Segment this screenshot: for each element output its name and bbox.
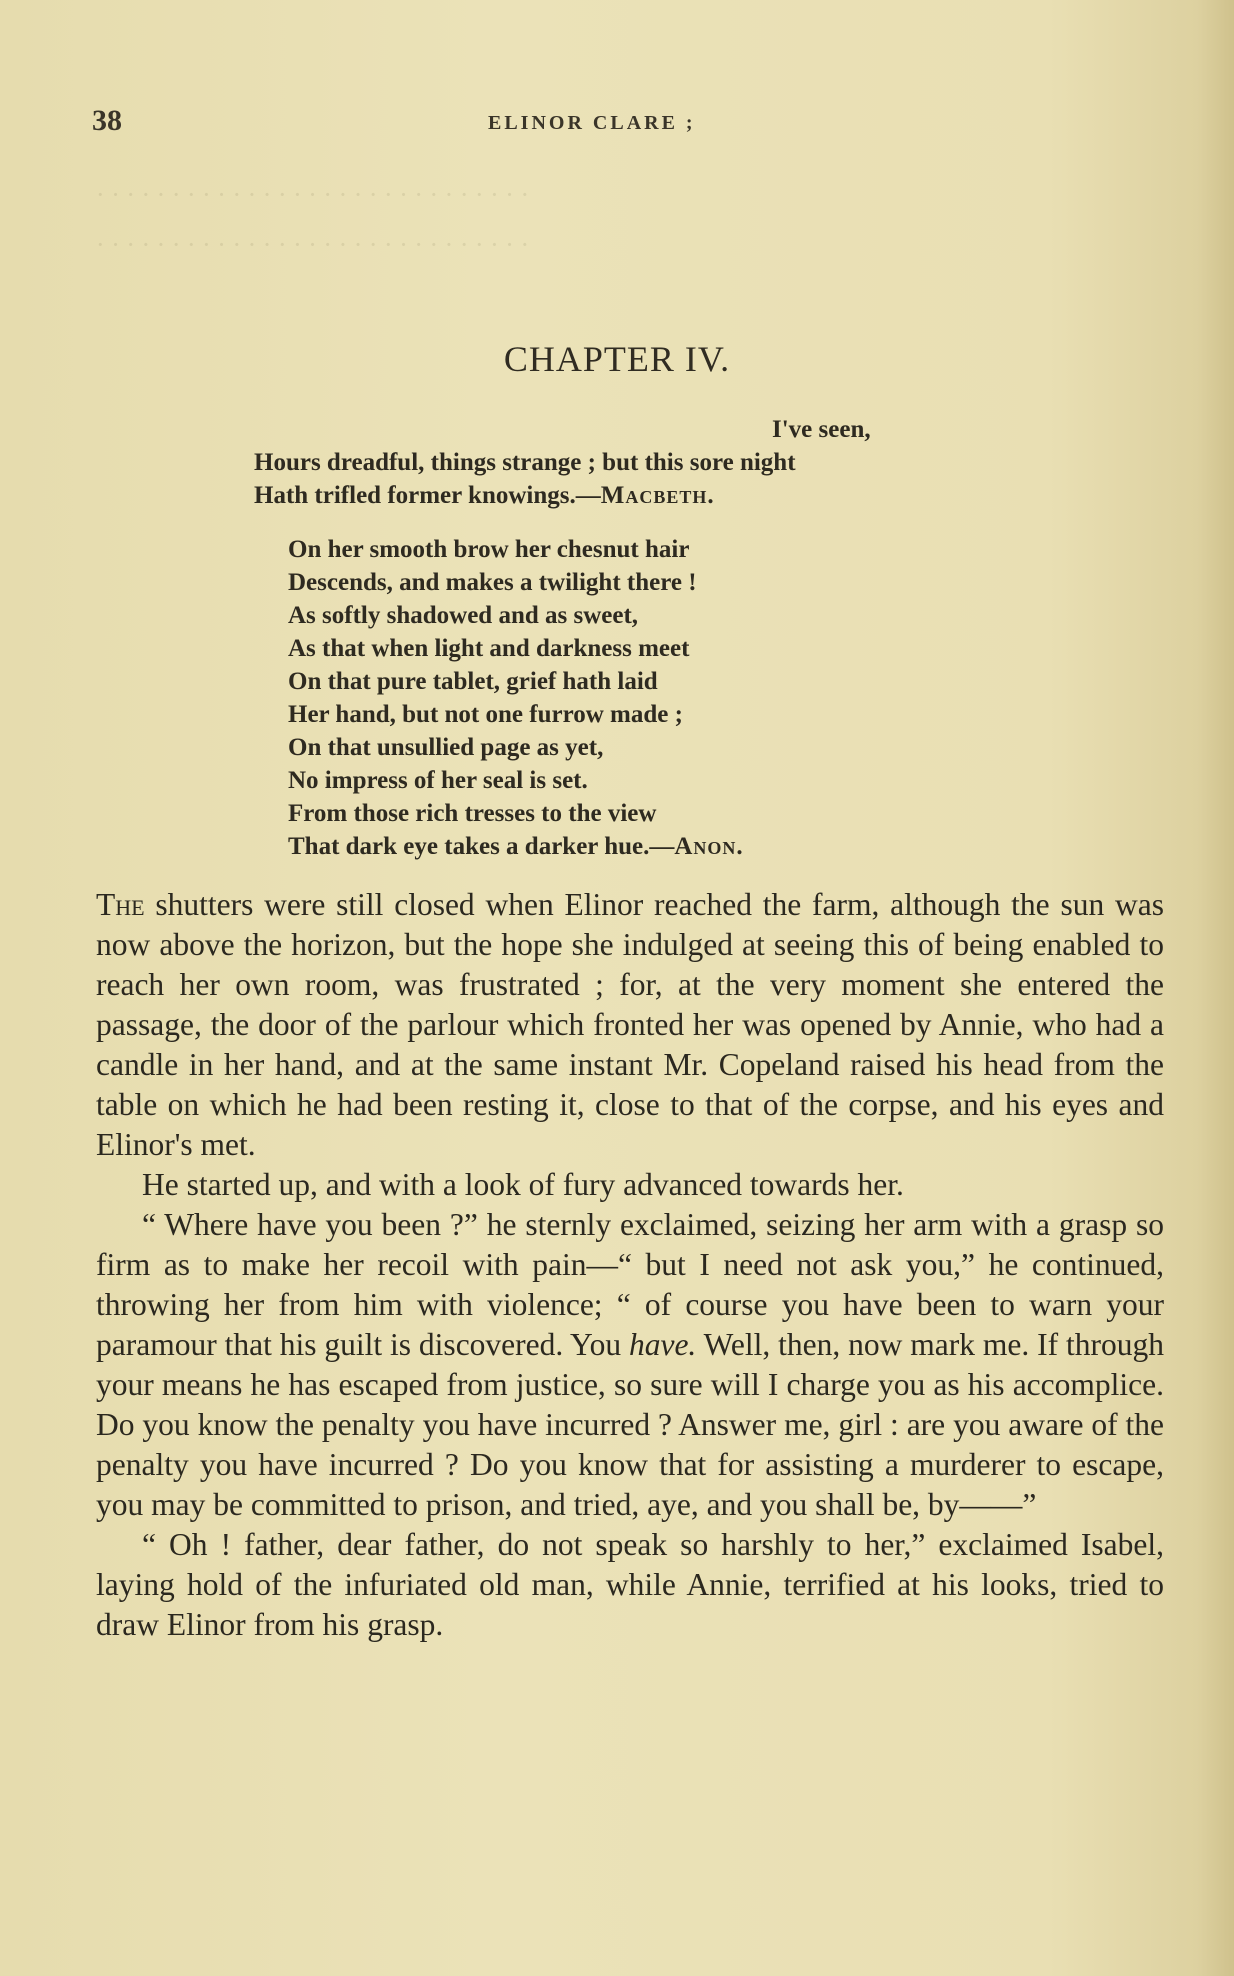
- epigraph-line: As softly shadowed and as sweet,: [288, 602, 639, 629]
- epigraph-line: As that when light and darkness meet: [288, 635, 690, 662]
- epigraph-line: No impress of her seal is set.: [288, 767, 588, 794]
- paragraph-text: shutters were still closed when Elinor reached the farm, although the sun was now above the horizon, but the hope she indulged at seeing this of being enabled to reach her own room, was frustrated ; for, at the very moment she entered the passage, the door of the parlour which fronted her was opened by Annie, who had a candle in her hand, and at the same instant Mr. Copeland raised his head from the table on which he had been resting it, close to that of the corpse, and his eyes and Elinor's met.: [96, 887, 1164, 1162]
- running-head: ELINOR CLARE ;: [488, 112, 696, 134]
- epigraph-text: Hath trifled former knowings.—: [254, 482, 601, 509]
- page-header: [92, 104, 1142, 144]
- paragraph: He started up, and with a look of fury advanced towards her.: [142, 1167, 904, 1202]
- epigraph-line: On her smooth brow her chesnut hair: [288, 536, 690, 563]
- epigraph-line: On that pure tablet, grief hath laid: [288, 668, 658, 695]
- paragraph: [96, 885, 1164, 1165]
- epigraph-line: [288, 833, 744, 861]
- paragraph: “ Oh ! father, dear father, do not speak so harshly to her,” exclaimed Isabel, laying hold of the infuriated old man, while Annie, terrified at his looks, tried to draw Elinor from his grasp.: [96, 1527, 1164, 1642]
- epigraph-text: That dark eye takes a darker hue.—: [288, 833, 675, 860]
- epigraph-line: On that unsullied page as yet,: [288, 734, 604, 761]
- show-through-text: · · · · · · · · · · · · · · · · · · · · · · · · · · · · ·: [96, 230, 530, 259]
- epigraph-line: [254, 482, 715, 510]
- page-number: 38: [92, 104, 122, 137]
- paragraph-lead: The: [96, 887, 145, 922]
- paragraph: [96, 1205, 1164, 1525]
- epigraph-line: Her hand, but not one furrow made ;: [288, 701, 683, 728]
- paragraph-text: Well, then, now mark me. If through your means he has escaped from justice, so sure will I charge you as his accomplice. Do you know the penalty you have incurred ? Answer me, girl : are you aware of the penalty you have incurred ? Do you know that for assisting a murderer to escape, you may be committed to prison, and tried, aye, and you shall be, by——”: [96, 1327, 1164, 1522]
- show-through-text: · · · · · · · · · · · · · · · · · · · · · · · · · · · · ·: [96, 180, 530, 209]
- epigraph-line: Hours dreadful, things strange ; but this sore night: [254, 449, 796, 476]
- emphasis-text: have.: [628, 1327, 697, 1362]
- chapter-title: CHAPTER IV.: [503, 339, 731, 379]
- epigraph-attribution: Macbeth.: [600, 482, 715, 509]
- chapter-body: [96, 885, 1164, 1645]
- epigraph-line: I've seen,: [772, 416, 871, 443]
- epigraph-attribution: Anon.: [674, 833, 744, 860]
- epigraph-line: From those rich tresses to the view: [288, 800, 657, 827]
- paragraph-text: “ Where have you been ?” he sternly exclaimed, seizing her arm with a grasp so firm as to make her recoil with pain—“ but I need not ask you,” he continued, throwing her from him with violence; “ of course you have been to warn your paramour that his guilt is discovered. You: [96, 1207, 1164, 1362]
- epigraph-line: Descends, and makes a twilight there !: [288, 569, 697, 596]
